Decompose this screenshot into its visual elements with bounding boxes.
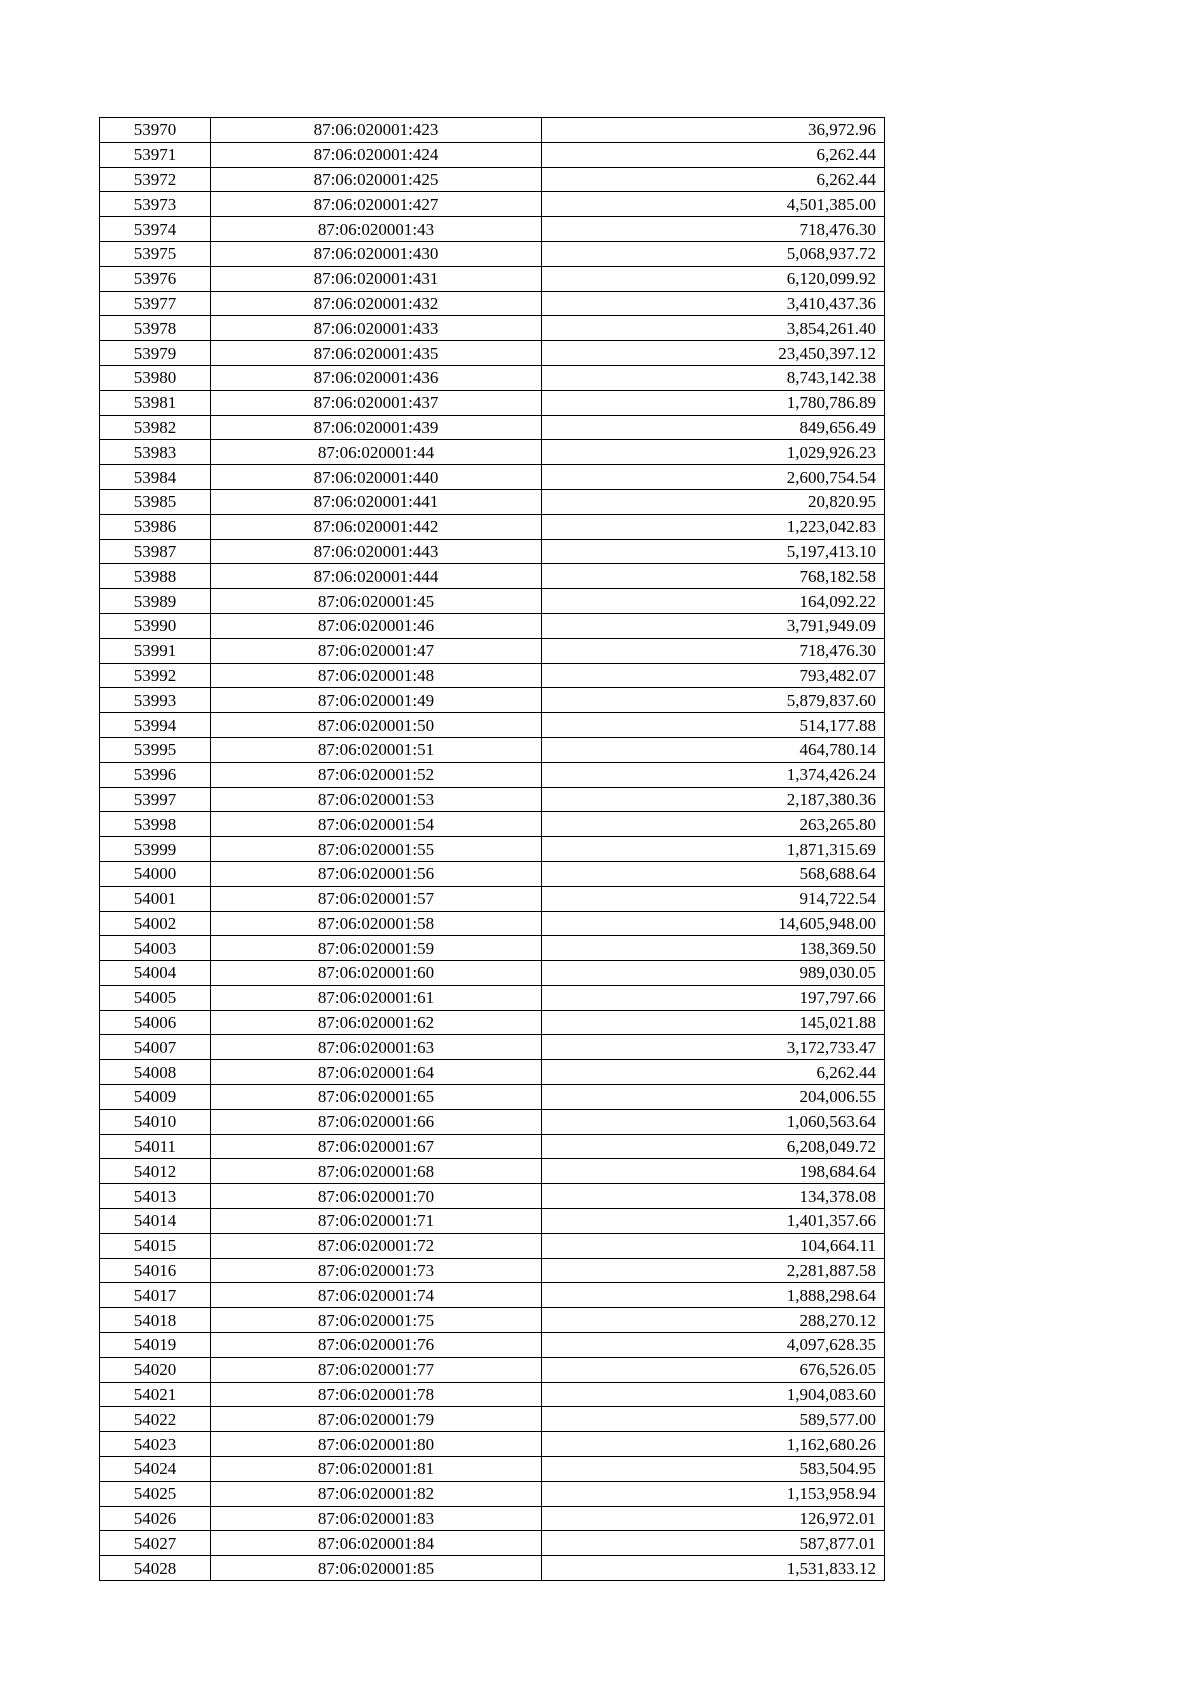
row-number-cell: 54013: [100, 1184, 211, 1209]
table-row: [100, 440, 885, 465]
row-number-cell: 54003: [100, 936, 211, 961]
table-row: [100, 911, 885, 936]
value-cell: 126,972.01: [542, 1506, 885, 1531]
table-row: [100, 1457, 885, 1482]
row-number-cell: 53981: [100, 390, 211, 415]
row-number-cell: 54007: [100, 1035, 211, 1060]
table-row: [100, 1184, 885, 1209]
row-number-cell: 54024: [100, 1457, 211, 1482]
row-number-cell: 54010: [100, 1109, 211, 1134]
row-number-cell: 53987: [100, 539, 211, 564]
value-cell: 6,120,099.92: [542, 266, 885, 291]
table-row: [100, 1308, 885, 1333]
row-number-cell: 53999: [100, 837, 211, 862]
table-row: [100, 1035, 885, 1060]
cadastral-number-cell: 87:06:020001:73: [211, 1258, 542, 1283]
value-cell: 104,664.11: [542, 1233, 885, 1258]
value-cell: 1,888,298.64: [542, 1283, 885, 1308]
value-cell: 587,877.01: [542, 1531, 885, 1556]
row-number-cell: 53998: [100, 812, 211, 837]
table-row: [100, 316, 885, 341]
cadastral-number-cell: 87:06:020001:437: [211, 390, 542, 415]
table-row: [100, 1556, 885, 1581]
value-cell: 1,162,680.26: [542, 1432, 885, 1457]
value-cell: 718,476.30: [542, 638, 885, 663]
value-cell: 1,153,958.94: [542, 1481, 885, 1506]
table-row: [100, 1283, 885, 1308]
table-row: [100, 1506, 885, 1531]
table-row: [100, 961, 885, 986]
table-row: [100, 663, 885, 688]
value-cell: 263,265.80: [542, 812, 885, 837]
table-row: [100, 1258, 885, 1283]
cadastral-number-cell: 87:06:020001:66: [211, 1109, 542, 1134]
table-row: [100, 1085, 885, 1110]
value-cell: 464,780.14: [542, 737, 885, 762]
row-number-cell: 54027: [100, 1531, 211, 1556]
cadastral-number-cell: 87:06:020001:84: [211, 1531, 542, 1556]
row-number-cell: 53991: [100, 638, 211, 663]
value-cell: 1,780,786.89: [542, 390, 885, 415]
cadastral-number-cell: 87:06:020001:430: [211, 241, 542, 266]
table-row: [100, 589, 885, 614]
row-number-cell: 54002: [100, 911, 211, 936]
value-cell: 989,030.05: [542, 961, 885, 986]
value-cell: 8,743,142.38: [542, 365, 885, 390]
table-row: [100, 1060, 885, 1085]
table-row: [100, 142, 885, 167]
value-cell: 676,526.05: [542, 1357, 885, 1382]
table-row: [100, 1333, 885, 1358]
value-cell: 1,374,426.24: [542, 762, 885, 787]
row-number-cell: 54004: [100, 961, 211, 986]
table-row: [100, 837, 885, 862]
value-cell: 849,656.49: [542, 415, 885, 440]
value-cell: 793,482.07: [542, 663, 885, 688]
value-cell: 6,262.44: [542, 142, 885, 167]
cadastral-number-cell: 87:06:020001:441: [211, 489, 542, 514]
value-cell: 198,684.64: [542, 1159, 885, 1184]
cadastral-number-cell: 87:06:020001:443: [211, 539, 542, 564]
cadastral-number-cell: 87:06:020001:48: [211, 663, 542, 688]
row-number-cell: 54021: [100, 1382, 211, 1407]
cadastral-number-cell: 87:06:020001:425: [211, 167, 542, 192]
cadastral-number-cell: 87:06:020001:44: [211, 440, 542, 465]
row-number-cell: 54005: [100, 985, 211, 1010]
table-row: [100, 737, 885, 762]
row-number-cell: 53997: [100, 787, 211, 812]
row-number-cell: 53979: [100, 341, 211, 366]
value-cell: 6,262.44: [542, 167, 885, 192]
cadastral-number-cell: 87:06:020001:43: [211, 217, 542, 242]
value-cell: 2,600,754.54: [542, 465, 885, 490]
value-cell: 1,871,315.69: [542, 837, 885, 862]
row-number-cell: 54011: [100, 1134, 211, 1159]
data-table: [99, 117, 885, 1581]
cadastral-number-cell: 87:06:020001:53: [211, 787, 542, 812]
row-number-cell: 54026: [100, 1506, 211, 1531]
cadastral-number-cell: 87:06:020001:432: [211, 291, 542, 316]
value-cell: 5,879,837.60: [542, 688, 885, 713]
value-cell: 1,060,563.64: [542, 1109, 885, 1134]
table-body: [100, 118, 885, 1581]
value-cell: 36,972.96: [542, 118, 885, 143]
table-row: [100, 688, 885, 713]
row-number-cell: 54012: [100, 1159, 211, 1184]
table-row: [100, 812, 885, 837]
table-row: [100, 365, 885, 390]
value-cell: 20,820.95: [542, 489, 885, 514]
table-row: [100, 638, 885, 663]
value-cell: 138,369.50: [542, 936, 885, 961]
table-row: [100, 1109, 885, 1134]
value-cell: 768,182.58: [542, 564, 885, 589]
row-number-cell: 54015: [100, 1233, 211, 1258]
cadastral-number-cell: 87:06:020001:439: [211, 415, 542, 440]
row-number-cell: 53995: [100, 737, 211, 762]
value-cell: 1,223,042.83: [542, 514, 885, 539]
value-cell: 3,410,437.36: [542, 291, 885, 316]
value-cell: 1,904,083.60: [542, 1382, 885, 1407]
value-cell: 134,378.08: [542, 1184, 885, 1209]
cadastral-number-cell: 87:06:020001:76: [211, 1333, 542, 1358]
table-row: [100, 1357, 885, 1382]
row-number-cell: 53985: [100, 489, 211, 514]
row-number-cell: 53984: [100, 465, 211, 490]
value-cell: 14,605,948.00: [542, 911, 885, 936]
value-cell: 6,262.44: [542, 1060, 885, 1085]
row-number-cell: 53976: [100, 266, 211, 291]
cadastral-number-cell: 87:06:020001:81: [211, 1457, 542, 1482]
row-number-cell: 53988: [100, 564, 211, 589]
row-number-cell: 53982: [100, 415, 211, 440]
cadastral-number-cell: 87:06:020001:72: [211, 1233, 542, 1258]
table-row: [100, 613, 885, 638]
table-row: [100, 192, 885, 217]
value-cell: 1,401,357.66: [542, 1209, 885, 1234]
value-cell: 583,504.95: [542, 1457, 885, 1482]
row-number-cell: 53971: [100, 142, 211, 167]
table-row: [100, 390, 885, 415]
row-number-cell: 53975: [100, 241, 211, 266]
cadastral-number-cell: 87:06:020001:444: [211, 564, 542, 589]
table-row: [100, 415, 885, 440]
row-number-cell: 53983: [100, 440, 211, 465]
row-number-cell: 53972: [100, 167, 211, 192]
cadastral-number-cell: 87:06:020001:54: [211, 812, 542, 837]
table-row: [100, 489, 885, 514]
value-cell: 3,791,949.09: [542, 613, 885, 638]
table-row: [100, 886, 885, 911]
row-number-cell: 54019: [100, 1333, 211, 1358]
cadastral-number-cell: 87:06:020001:75: [211, 1308, 542, 1333]
row-number-cell: 53977: [100, 291, 211, 316]
cadastral-number-cell: 87:06:020001:82: [211, 1481, 542, 1506]
row-number-cell: 54016: [100, 1258, 211, 1283]
row-number-cell: 54020: [100, 1357, 211, 1382]
value-cell: 718,476.30: [542, 217, 885, 242]
table-row: [100, 861, 885, 886]
cadastral-number-cell: 87:06:020001:57: [211, 886, 542, 911]
table-row: [100, 217, 885, 242]
value-cell: 164,092.22: [542, 589, 885, 614]
row-number-cell: 54006: [100, 1010, 211, 1035]
value-cell: 6,208,049.72: [542, 1134, 885, 1159]
row-number-cell: 53996: [100, 762, 211, 787]
cadastral-number-cell: 87:06:020001:49: [211, 688, 542, 713]
row-number-cell: 53980: [100, 365, 211, 390]
cadastral-number-cell: 87:06:020001:442: [211, 514, 542, 539]
row-number-cell: 54022: [100, 1407, 211, 1432]
cadastral-number-cell: 87:06:020001:47: [211, 638, 542, 663]
row-number-cell: 53970: [100, 118, 211, 143]
cadastral-number-cell: 87:06:020001:55: [211, 837, 542, 862]
table-row: [100, 1407, 885, 1432]
cadastral-number-cell: 87:06:020001:51: [211, 737, 542, 762]
cadastral-number-cell: 87:06:020001:424: [211, 142, 542, 167]
row-number-cell: 53993: [100, 688, 211, 713]
cadastral-number-cell: 87:06:020001:85: [211, 1556, 542, 1581]
row-number-cell: 53974: [100, 217, 211, 242]
value-cell: 2,187,380.36: [542, 787, 885, 812]
cadastral-number-cell: 87:06:020001:45: [211, 589, 542, 614]
row-number-cell: 54000: [100, 861, 211, 886]
cadastral-number-cell: 87:06:020001:423: [211, 118, 542, 143]
cadastral-number-cell: 87:06:020001:59: [211, 936, 542, 961]
table-row: [100, 341, 885, 366]
cadastral-number-cell: 87:06:020001:431: [211, 266, 542, 291]
value-cell: 4,097,628.35: [542, 1333, 885, 1358]
table-row: [100, 514, 885, 539]
cadastral-number-cell: 87:06:020001:56: [211, 861, 542, 886]
cadastral-number-cell: 87:06:020001:433: [211, 316, 542, 341]
table-row: [100, 266, 885, 291]
cadastral-number-cell: 87:06:020001:435: [211, 341, 542, 366]
cadastral-number-cell: 87:06:020001:65: [211, 1085, 542, 1110]
cadastral-number-cell: 87:06:020001:46: [211, 613, 542, 638]
cadastral-number-cell: 87:06:020001:427: [211, 192, 542, 217]
cadastral-number-cell: 87:06:020001:80: [211, 1432, 542, 1457]
table-row: [100, 1209, 885, 1234]
table-row: [100, 787, 885, 812]
value-cell: 1,531,833.12: [542, 1556, 885, 1581]
cadastral-number-cell: 87:06:020001:77: [211, 1357, 542, 1382]
table-row: [100, 1531, 885, 1556]
table-row: [100, 564, 885, 589]
value-cell: 3,854,261.40: [542, 316, 885, 341]
table-row: [100, 118, 885, 143]
row-number-cell: 54001: [100, 886, 211, 911]
value-cell: 514,177.88: [542, 713, 885, 738]
cadastral-number-cell: 87:06:020001:64: [211, 1060, 542, 1085]
cadastral-number-cell: 87:06:020001:52: [211, 762, 542, 787]
cadastral-number-cell: 87:06:020001:79: [211, 1407, 542, 1432]
value-cell: 2,281,887.58: [542, 1258, 885, 1283]
table-row: [100, 291, 885, 316]
row-number-cell: 53986: [100, 514, 211, 539]
cadastral-number-cell: 87:06:020001:62: [211, 1010, 542, 1035]
value-cell: 5,068,937.72: [542, 241, 885, 266]
row-number-cell: 53989: [100, 589, 211, 614]
table-row: [100, 1481, 885, 1506]
table-row: [100, 1159, 885, 1184]
row-number-cell: 54014: [100, 1209, 211, 1234]
value-cell: 4,501,385.00: [542, 192, 885, 217]
value-cell: 204,006.55: [542, 1085, 885, 1110]
table-row: [100, 936, 885, 961]
value-cell: 145,021.88: [542, 1010, 885, 1035]
table-row: [100, 1134, 885, 1159]
row-number-cell: 53994: [100, 713, 211, 738]
table-row: [100, 713, 885, 738]
cadastral-number-cell: 87:06:020001:70: [211, 1184, 542, 1209]
table-row: [100, 539, 885, 564]
cadastral-number-cell: 87:06:020001:67: [211, 1134, 542, 1159]
table-row: [100, 1010, 885, 1035]
row-number-cell: 54023: [100, 1432, 211, 1457]
row-number-cell: 54018: [100, 1308, 211, 1333]
table-row: [100, 1233, 885, 1258]
table-row: [100, 762, 885, 787]
value-cell: 3,172,733.47: [542, 1035, 885, 1060]
value-cell: 288,270.12: [542, 1308, 885, 1333]
value-cell: 914,722.54: [542, 886, 885, 911]
cadastral-number-cell: 87:06:020001:71: [211, 1209, 542, 1234]
cadastral-number-cell: 87:06:020001:58: [211, 911, 542, 936]
cadastral-number-cell: 87:06:020001:68: [211, 1159, 542, 1184]
table-row: [100, 1432, 885, 1457]
cadastral-number-cell: 87:06:020001:436: [211, 365, 542, 390]
table-row: [100, 167, 885, 192]
row-number-cell: 54028: [100, 1556, 211, 1581]
cadastral-number-cell: 87:06:020001:83: [211, 1506, 542, 1531]
value-cell: 197,797.66: [542, 985, 885, 1010]
cadastral-number-cell: 87:06:020001:440: [211, 465, 542, 490]
cadastral-number-cell: 87:06:020001:61: [211, 985, 542, 1010]
cadastral-number-cell: 87:06:020001:74: [211, 1283, 542, 1308]
table-row: [100, 1382, 885, 1407]
table-row: [100, 241, 885, 266]
row-number-cell: 54017: [100, 1283, 211, 1308]
value-cell: 568,688.64: [542, 861, 885, 886]
table-row: [100, 985, 885, 1010]
cadastral-number-cell: 87:06:020001:63: [211, 1035, 542, 1060]
cadastral-number-cell: 87:06:020001:60: [211, 961, 542, 986]
value-cell: 589,577.00: [542, 1407, 885, 1432]
cadastral-number-cell: 87:06:020001:78: [211, 1382, 542, 1407]
value-cell: 1,029,926.23: [542, 440, 885, 465]
row-number-cell: 54025: [100, 1481, 211, 1506]
row-number-cell: 53973: [100, 192, 211, 217]
row-number-cell: 54008: [100, 1060, 211, 1085]
row-number-cell: 53990: [100, 613, 211, 638]
value-cell: 23,450,397.12: [542, 341, 885, 366]
value-cell: 5,197,413.10: [542, 539, 885, 564]
row-number-cell: 53992: [100, 663, 211, 688]
table-row: [100, 465, 885, 490]
row-number-cell: 53978: [100, 316, 211, 341]
cadastral-number-cell: 87:06:020001:50: [211, 713, 542, 738]
row-number-cell: 54009: [100, 1085, 211, 1110]
